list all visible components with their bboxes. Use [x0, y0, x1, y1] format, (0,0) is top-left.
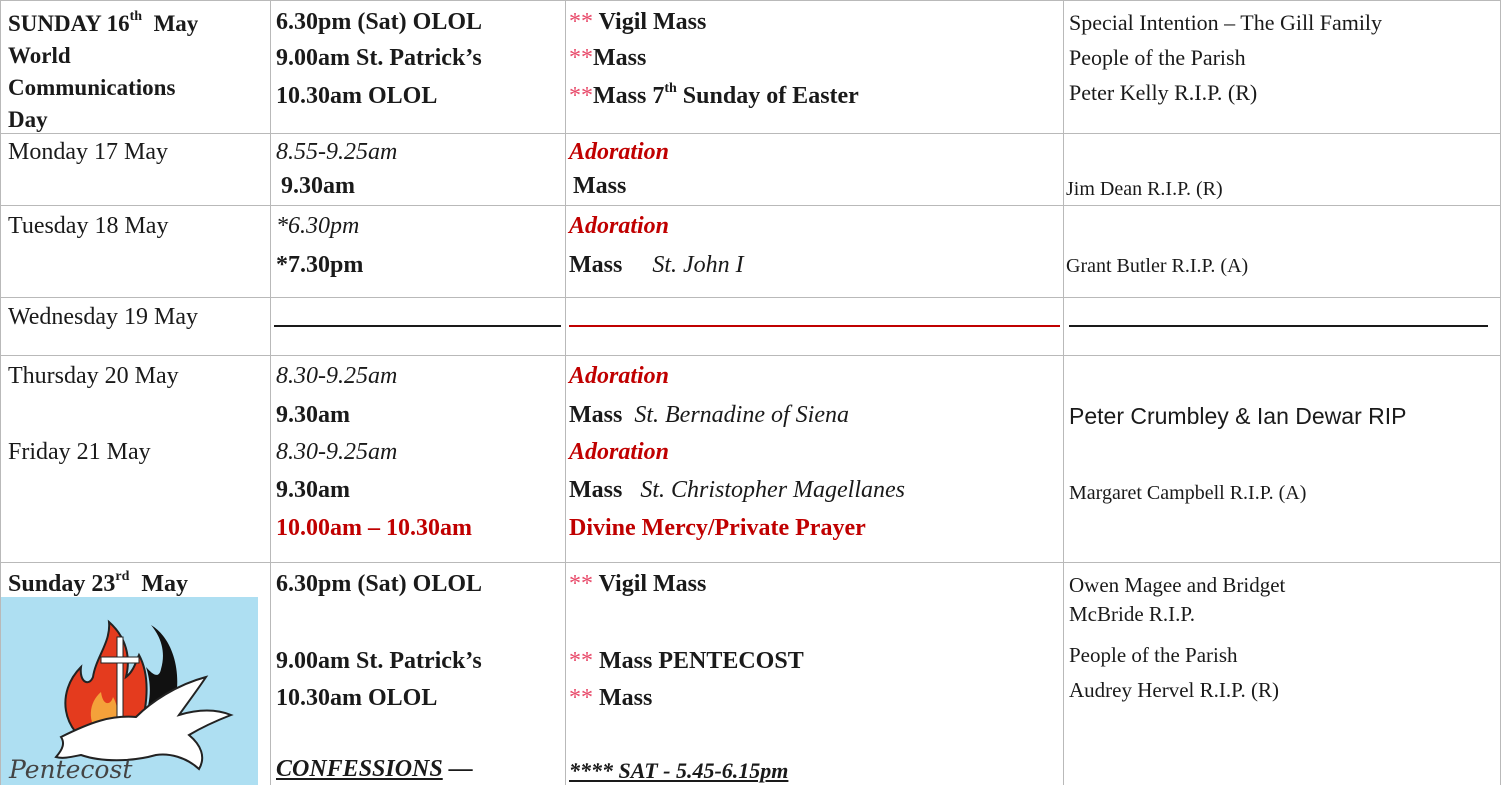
sunday16-occasion-line1: World [8, 43, 71, 68]
wednesday-intention-blank [1069, 325, 1488, 327]
pentecost-image [1, 597, 258, 785]
friday-day: Friday 21 May [8, 439, 151, 465]
sunday23-intention-4: Audrey Hervel R.I.P. (R) [1069, 678, 1279, 702]
wednesday-day: Wednesday 19 May [8, 304, 199, 330]
sunday23-time-1: 6.30pm (Sat) OLOL [276, 571, 483, 597]
sunday23-time-3: 10.30am OLOL [276, 685, 438, 711]
sunday23-intention-3: People of the Parish [1069, 643, 1238, 667]
tuesday-time-1: *6.30pm [276, 213, 360, 239]
sunday23-event-1: ** Vigil Mass [569, 571, 707, 597]
sunday16-day: SUNDAY 16th May [8, 9, 199, 36]
sunday16-intention-3: Peter Kelly R.I.P. (R) [1069, 80, 1258, 105]
sunday16-time-1: 6.30pm (Sat) OLOL [276, 9, 483, 35]
friday-time-2: 9.30am [276, 477, 350, 503]
thursday-event-2: Mass St. Bernadine of Siena [569, 402, 849, 428]
sunday23-confession-time: **** SAT - 5.45-6.15pm [569, 758, 789, 783]
friday-event-3: Divine Mercy/Private Prayer [569, 515, 866, 541]
monday-time-2: 9.30am [281, 173, 355, 199]
friday-event-2: Mass St. Christopher Magellanes [569, 477, 905, 503]
monday-time-1: 8.55-9.25am [276, 139, 398, 165]
sunday23-day: Sunday 23rd May [8, 569, 189, 597]
sunday23-time-2: 9.00am St. Patrick’s [276, 648, 482, 674]
sunday23-event-2: ** Mass PENTECOST [569, 648, 804, 674]
sunday16-time-3: 10.30am OLOL [276, 83, 438, 109]
tuesday-event-2: Mass St. John I [569, 252, 744, 278]
sunday16-event-3: **Mass 7th Sunday of Easter [569, 81, 859, 109]
sunday16-event-2: **Mass [569, 45, 647, 71]
sunday23-confessions: CONFESSIONS — [276, 756, 473, 782]
sunday16-time-2: 9.00am St. Patrick’s [276, 45, 482, 71]
monday-event-1: Adoration [569, 139, 670, 165]
sunday23-intention-1: Owen Magee and Bridget [1069, 573, 1286, 597]
sunday23-event-3: ** Mass [569, 685, 653, 711]
pentecost-image-label: Pentecost [9, 755, 133, 784]
sunday16-intention-1: Special Intention – The Gill Family [1069, 10, 1383, 35]
sunday16-occasion-line3: Day [8, 107, 48, 132]
monday-intention: Jim Dean R.I.P. (R) [1066, 178, 1223, 200]
sunday23-intention-2: McBride R.I.P. [1069, 602, 1195, 626]
tuesday-event-1: Adoration [569, 213, 670, 239]
friday-intention: Margaret Campbell R.I.P. (A) [1069, 482, 1307, 504]
sunday16-event-1: ** Vigil Mass [569, 9, 707, 35]
wednesday-events-blank [569, 325, 1060, 327]
wednesday-times-blank [274, 325, 561, 327]
friday-time-1: 8.30-9.25am [276, 439, 398, 465]
sunday16-occasion-line2: Communications [8, 75, 176, 100]
thursday-time-1: 8.30-9.25am [276, 363, 398, 389]
friday-time-3: 10.00am – 10.30am [276, 515, 472, 541]
monday-day: Monday 17 May [8, 139, 168, 165]
tuesday-day: Tuesday 18 May [8, 213, 169, 239]
tuesday-time-2: *7.30pm [276, 252, 364, 278]
monday-event-2: Mass [573, 173, 627, 199]
thursday-time-2: 9.30am [276, 402, 350, 428]
tuesday-intention: Grant Butler R.I.P. (A) [1066, 255, 1249, 277]
thursday-event-1: Adoration [569, 363, 670, 389]
friday-event-1: Adoration [569, 439, 670, 465]
thursday-day: Thursday 20 May [8, 363, 179, 389]
sunday16-intention-2: People of the Parish [1069, 45, 1246, 70]
thursday-intention: Peter Crumbley & Ian Dewar RIP [1069, 403, 1407, 429]
